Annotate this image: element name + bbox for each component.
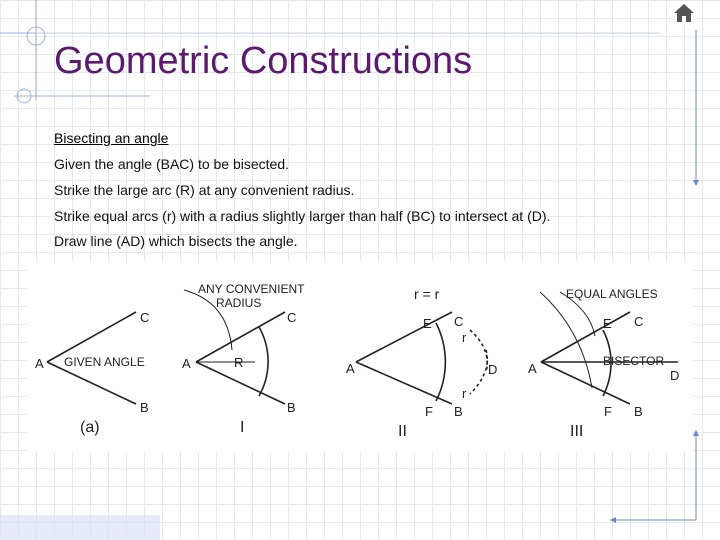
fig-3-label-c: C — [634, 314, 644, 329]
fig-a-label-a: A — [35, 356, 44, 371]
fig-3-caption: III — [570, 423, 584, 440]
step-3: Strike equal arcs (r) with a radius slightly larger than half (BC) to intersect at (D). — [54, 208, 551, 224]
fig-2-label-r1: r — [462, 330, 467, 345]
fig-2-label-b: B — [454, 404, 463, 419]
fig-a-label-c: C — [140, 310, 150, 325]
fig-1-caption: I — [240, 419, 245, 436]
fig-3-label-e: E — [603, 316, 612, 331]
fig-3-note: EQUAL ANGLES — [566, 287, 658, 301]
slide-title: Geometric Constructions — [54, 40, 473, 82]
fig-3-label-f: F — [604, 404, 612, 419]
fig-1-label-r: R — [234, 355, 244, 370]
fig-2-label-f: F — [425, 404, 433, 419]
fig-2-label-a: A — [346, 361, 355, 376]
fig-a-caption: (a) — [80, 419, 100, 436]
fig-1-label-c: C — [287, 310, 297, 325]
fig-2-label-d: D — [488, 362, 498, 377]
fig-3-label-a: A — [528, 361, 537, 376]
fig-3-label-bis: BISECTOR — [603, 354, 665, 368]
step-2: Strike the large arc (R) at any convenient radius. — [54, 182, 355, 198]
fig-1-note: ANY CONVENIENT — [198, 282, 305, 296]
step-4: Draw line (AD) which bisects the angle. — [54, 233, 298, 249]
fig-2-label-c: C — [454, 314, 464, 329]
fig-1-label-a: A — [182, 356, 191, 371]
fig-a-label-b: B — [140, 400, 149, 415]
fig-2-label-e: E — [423, 316, 432, 331]
step-1: Given the angle (BAC) to be bisected. — [54, 156, 290, 172]
fig-2-caption: II — [398, 423, 407, 440]
fig-3-label-d: D — [670, 368, 680, 383]
fig-1-label-b: B — [287, 400, 296, 415]
fig-1-note2: RADIUS — [216, 296, 262, 310]
section-heading: Bisecting an angle — [54, 130, 169, 146]
fig-3-label-b: B — [634, 404, 643, 419]
fig-2-label-r2: r — [462, 386, 467, 401]
fig-a-text: GIVEN ANGLE — [64, 355, 145, 369]
fig-2-note: r = r — [414, 286, 440, 302]
